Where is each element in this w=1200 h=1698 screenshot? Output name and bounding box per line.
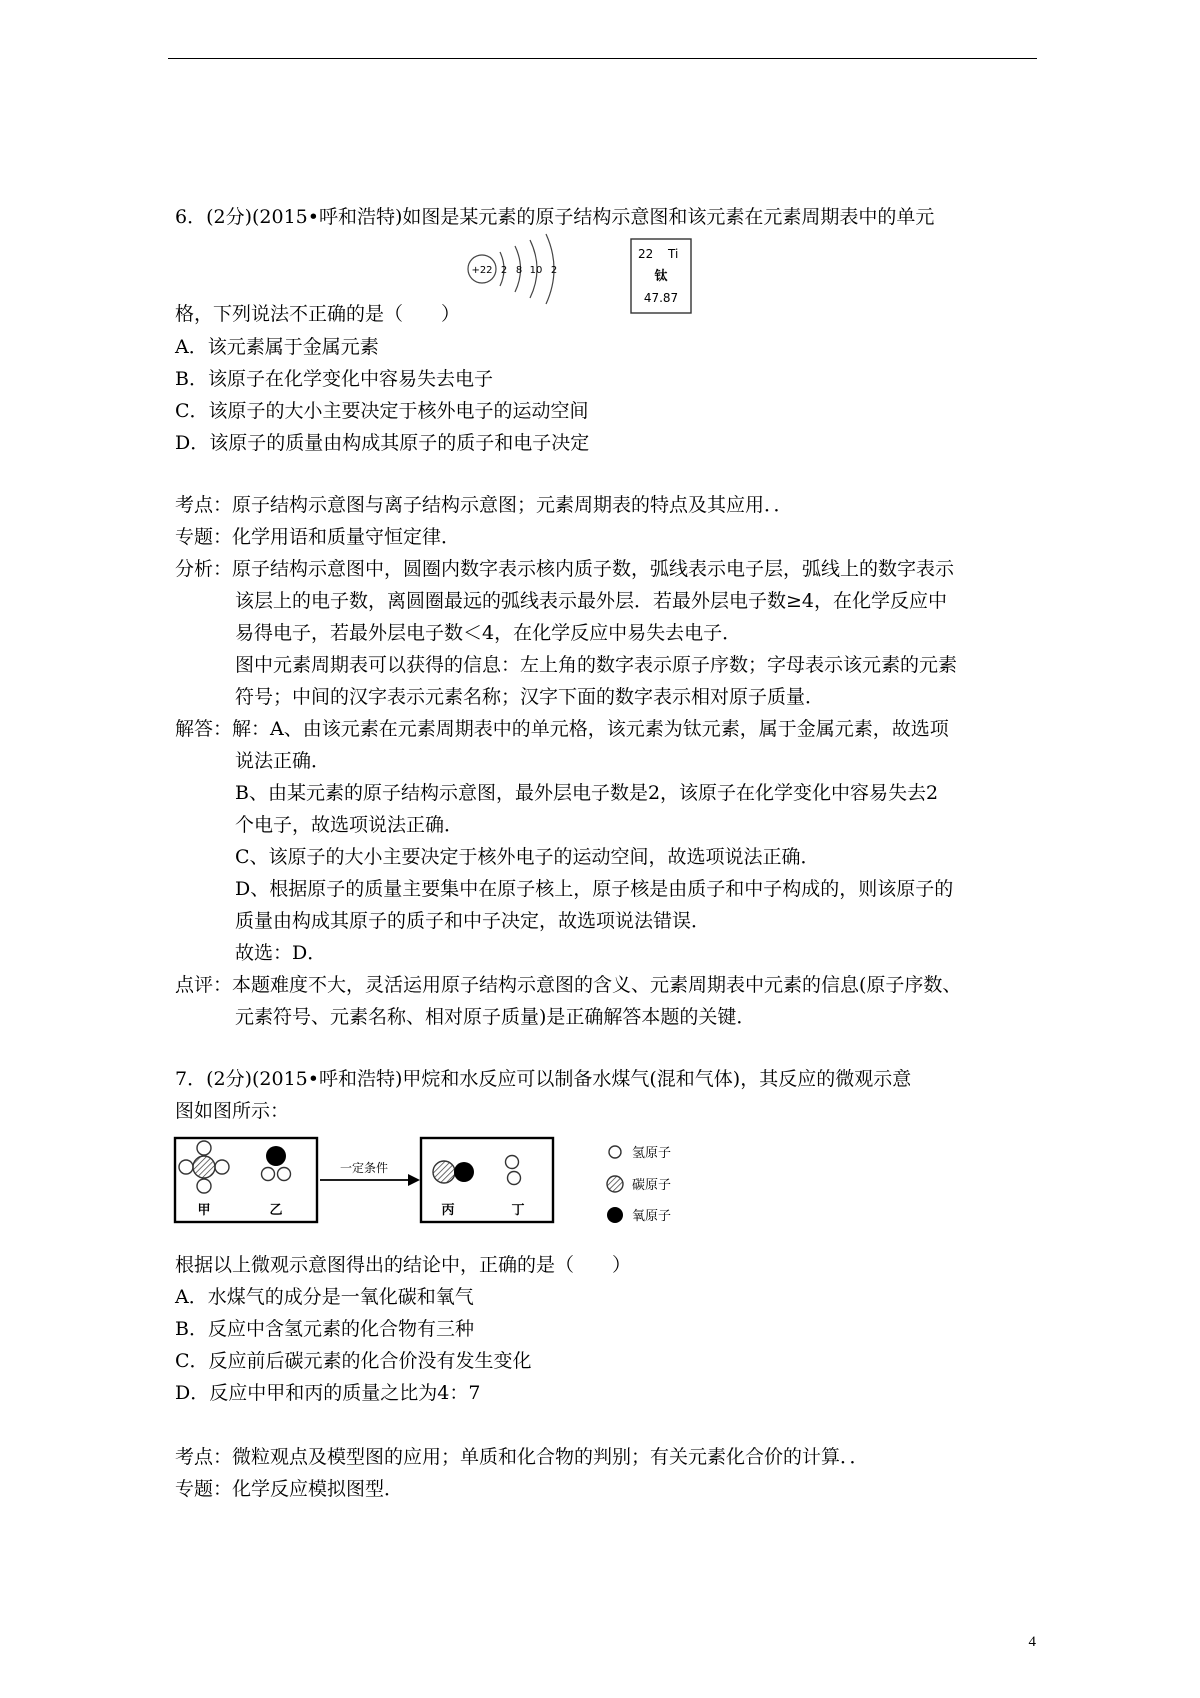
cell-atomic-number: 22 <box>638 247 654 261</box>
q6-jieda-line5: C、该原子的大小主要决定于核外电子的运动空间，故选项说法正确． <box>235 846 820 868</box>
reactant-label-jia: 甲 <box>197 1203 211 1218</box>
q6-fenxi-line3: 易得电子，若最外层电子数＜4，在化学反应中易失去电子． <box>235 622 742 644</box>
shell-count-4: 2 <box>550 265 558 276</box>
q6-stem-line2: 格，下列说法不正确的是（ ） <box>175 303 461 325</box>
q7-kaodian: 考点：微粒观点及模型图的应用；单质和化合物的判别；有关元素化合价的计算．． <box>175 1446 869 1468</box>
legend-carbon: 碳原子 <box>632 1178 672 1193</box>
shell-count-1: 2 <box>500 265 508 276</box>
q6-fenxi-line2: 该层上的电子数，离圆圈最远的弧线表示最外层．若最外层电子数≥4，在化学反应中 <box>235 590 948 612</box>
cell-element-name: 钛 <box>654 269 668 284</box>
q6-jieda-line3: B、由某元素的原子结构示意图，最外层电子数是2，该原子在化学变化中容易失去2 <box>235 782 939 804</box>
q6-jieda-line7: 质量由构成其原子的质子和中子决定，故选项说法错误． <box>235 910 711 932</box>
product-label-ding: 丁 <box>511 1203 525 1218</box>
reaction-micro-diagram <box>172 1134 712 1226</box>
atom-structure-diagram <box>460 232 590 318</box>
q7-option-b: B．反应中含氢元素的化合物有三种 <box>175 1318 474 1340</box>
q6-option-a: A．该元素属于金属元素 <box>175 336 379 358</box>
header-rule <box>168 58 1037 59</box>
shell-count-2: 8 <box>515 265 523 276</box>
q6-option-d: D．该原子的质量由构成其原子的质子和电子决定 <box>175 432 590 454</box>
q6-jieda-line4: 个电子，故选项说法正确． <box>235 814 464 836</box>
q6-kaodian: 考点：原子结构示意图与离子结构示意图；元素周期表的特点及其应用．． <box>175 494 793 516</box>
reaction-condition: 一定条件 <box>339 1161 389 1175</box>
product-label-bing: 丙 <box>441 1203 455 1218</box>
periodic-table-cell <box>630 238 692 314</box>
q7-option-d: D．反应中甲和丙的质量之比为4：7 <box>175 1382 481 1404</box>
q6-fenxi-line4: 图中元素周期表可以获得的信息：左上角的数字表示原子序数；字母表示该元素的元素 <box>235 654 958 676</box>
page-number: 4 <box>1028 1634 1036 1650</box>
q6-dianping-line1: 点评：本题难度不大，灵活运用原子结构示意图的含义、元素周期表中元素的信息(原子序数、 <box>175 974 962 996</box>
q6-jieda-line8: 故选：D． <box>235 942 327 964</box>
q7-option-a: A．水煤气的成分是一氧化碳和氧气 <box>175 1286 474 1308</box>
q6-fenxi-line5: 符号；中间的汉字表示元素名称；汉字下面的数字表示相对原子质量． <box>235 686 825 708</box>
nucleus-charge: +22 <box>471 265 493 276</box>
q6-option-b: B．该原子在化学变化中容易失去电子 <box>175 368 493 390</box>
reactant-box <box>175 1138 317 1222</box>
q6-jieda-line2: 说法正确． <box>235 750 331 772</box>
cell-atomic-mass: 47.87 <box>643 291 679 305</box>
cell-symbol: Ti <box>668 247 679 261</box>
shell-count-3: 10 <box>529 265 543 276</box>
q7-zhuanti: 专题：化学反应模拟图型． <box>175 1478 404 1500</box>
q6-fenxi-line1: 分析：原子结构示意图中，圆圈内数字表示核内质子数，弧线表示电子层，弧线上的数字表示 <box>175 558 955 580</box>
legend-hydrogen: 氢原子 <box>632 1146 672 1161</box>
q6-stem-line1: 6．(2分)(2015•呼和浩特)如图是某元素的原子结构示意图和该元素在元素周期表中的单元 <box>175 206 935 228</box>
q6-option-c: C．该原子的大小主要决定于核外电子的运动空间 <box>175 400 589 422</box>
q6-dianping-line2: 元素符号、元素名称、相对原子质量)是正确解答本题的关键． <box>235 1006 756 1028</box>
q7-stem-line2: 图如图所示： <box>175 1100 290 1122</box>
reactant-label-yi: 乙 <box>269 1203 283 1218</box>
legend-oxygen: 氧原子 <box>632 1209 672 1224</box>
q6-jieda-line1: 解答：解：A、由该元素在元素周期表中的单元格，该元素为钛元素，属于金属元素，故选项 <box>175 718 949 740</box>
q7-stem-line3: 根据以上微观示意图得出的结论中，正确的是（ ） <box>175 1254 632 1276</box>
q7-stem-line1: 7．(2分)(2015•呼和浩特)甲烷和水反应可以制备水煤气(混和气体)，其反应的微观示意 <box>175 1068 912 1090</box>
q6-zhuanti: 专题：化学用语和质量守恒定律． <box>175 526 461 548</box>
q7-option-c: C．反应前后碳元素的化合价没有发生变化 <box>175 1350 532 1372</box>
q6-jieda-line6: D、根据原子的质量主要集中在原子核上，原子核是由质子和中子构成的，则该原子的 <box>235 878 954 900</box>
